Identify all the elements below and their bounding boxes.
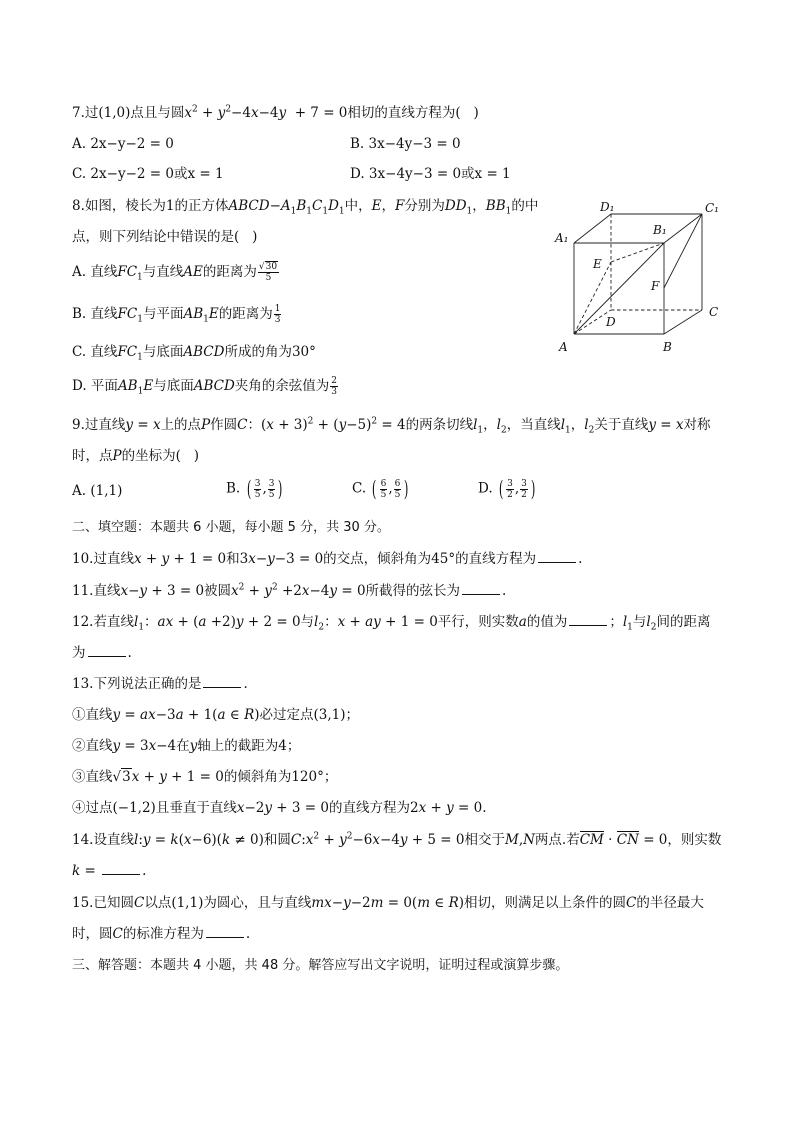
q13-item-2: ②直线y = 3x−4在y轴上的截距为4； [72, 738, 301, 754]
cube-figure [550, 192, 730, 362]
q7-option-c: C. 2x−y−2 = 0或x = 1 [72, 166, 224, 182]
q8-label-d: D. [72, 378, 87, 394]
q13-mark-4: ④ [72, 800, 86, 816]
q8-option-a: A. 直线$FC_1$与直线AE的距离为 $\frac{√30}{5}$ [72, 262, 278, 283]
q13-item-1: ①直线y = ax−3a + 1(a ∈ R)必过定点(3,1)； [72, 707, 360, 723]
q15-stem-line1: 15.已知圆C以点(1,1)为圆心，且与直线mx−y−2m = 0(m ∈ R)相切，则满足以上条件的圆C的半径最大 [72, 895, 704, 911]
q7-option-b: B. 3x−4y−3 = 0 [350, 136, 461, 152]
q8-option-c: C. 直线$FC_1$与底面ABCD所成的角为30° [72, 344, 316, 363]
q15-answer-blank[interactable] [206, 924, 244, 938]
q13-stem: 13.下列说法正确的是 . [72, 676, 248, 692]
q13-item-3: ③直线√3x + y + 1 = 0的倾斜角为120°； [72, 769, 338, 785]
q13-number: 13. [72, 676, 94, 692]
q8-stem-line1: 8.如图，棱长为1的正方体$ABCD-A_1B_1C_1D_1$中，E，F分别为$DD_1$，$BB_1$的中 [72, 198, 539, 217]
q9-option-b: B. ( $\frac{3}{5}$ , $\frac{3}{5}$ ) [226, 477, 283, 501]
q8-label-c: C. [72, 344, 87, 360]
q8-stem-line2: 点，则下列结论中错误的是( ) [72, 229, 258, 245]
label-c: C [709, 305, 719, 319]
edge-bc [664, 310, 702, 334]
q9-number: 9. [72, 417, 85, 433]
segment-fc1 [664, 214, 702, 288]
label-d1: D₁ [600, 200, 615, 214]
q12-number: 12. [72, 614, 94, 630]
q10-stem: 10.过直线x + y + 1 = 0和3x−y−3 = 0的交点，倾斜角为45°的直线方程为 . [72, 551, 583, 567]
q8-number: 8. [72, 198, 85, 214]
q11-stem: 11.直线x−y + 3 = 0被圆$x^2 + y^2 +2x-4y = 0$所截得的弦长为 . [72, 582, 507, 599]
q9-option-d: D. ( $\frac{3}{2}$ , $\frac{3}{2}$ ) [478, 477, 536, 501]
q12-stem-line2: 为 . [72, 645, 132, 661]
label-e: E [593, 257, 602, 271]
label-d: D [606, 315, 616, 329]
q13-mark-2: ② [72, 738, 86, 754]
label-a1: A₁ [555, 231, 569, 245]
edge-a1d1 [574, 214, 611, 243]
q9-option-c: C. ( $\frac{6}{5}$ , $\frac{6}{5}$ ) [352, 477, 409, 501]
section2-heading: 二、填空题：本题共 6 小题，每小题 5 分，共 30 分。 [72, 520, 390, 535]
q10-answer-blank[interactable] [538, 549, 576, 563]
label-b: B [663, 340, 672, 354]
segment-eb1-hidden [611, 243, 664, 262]
q14-stem-line1: 14.设直线l:y = k(x−6)(k ≠ 0)和圆$C:x^2 + y^2-6x-4y + 5 = 0$相交于M,N两点.若CM · CN = 0，则实数 [72, 831, 722, 848]
q7-option-d: D. 3x−4y−3 = 0或x = 1 [350, 166, 511, 182]
label-b1: B₁ [653, 223, 667, 237]
q8-label-b: B. [72, 306, 87, 322]
label-a: A [559, 340, 568, 354]
q9-stem-line1: 9.过直线y = x上的点P作圆C：$(x + 3)^2 + (y-5)^2 = 4$的两条切线$l_1$，$l_2$，当直线$l_1$，$l_2$关于直线y = x对称 [72, 416, 711, 436]
q13-item-4: ④过点(−1,2)且垂直于直线x−2y + 3 = 0的直线方程为2x + y = 0. [72, 800, 487, 816]
q12-answer-blank-a[interactable] [569, 612, 607, 626]
q10-number: 10. [72, 551, 94, 567]
q15-number: 15. [72, 895, 94, 911]
q14-stem-line2: k = . [72, 863, 147, 879]
q13-mark-3: ③ [72, 769, 86, 785]
label-f: F [651, 279, 660, 293]
q13-mark-1: ① [72, 707, 86, 723]
q9-stem-line2: 时，点P的坐标为( ) [72, 448, 200, 464]
q11-number: 11. [72, 583, 94, 599]
q7-stem: 7.过(1,0)点且与圆$x^2 + y^2-4x-4y + 7 = 0$相切的直线方程为( ) [72, 104, 479, 121]
q13-answer-blank[interactable] [203, 674, 241, 688]
q8-option-d: D. 平面$AB_1E$与底面ABCD夹角的余弦值为 $\frac{2}{3}$ [72, 376, 338, 397]
q7-option-a: A. 2x−y−2 = 0 [72, 136, 174, 152]
q14-answer-blank[interactable] [102, 861, 140, 875]
q8-option-b: B. 直线$FC_1$与平面$AB_1E$的距离为 $\frac{1}{3}$ [72, 304, 281, 325]
section3-heading: 三、解答题：本题共 4 小题，共 48 分。解答应写出文字说明，证明过程或演算步骤。 [72, 958, 569, 973]
q9-option-a: A. (1,1) [72, 483, 123, 499]
q15-stem-line2: 时，圆C的标准方程为 . [72, 926, 251, 942]
q7-number: 7. [72, 105, 85, 121]
q14-number: 14. [72, 832, 94, 848]
edge-b1c1 [664, 214, 702, 243]
q11-answer-blank[interactable] [462, 581, 500, 595]
q12-stem-line1: 12.若直线$l_1$：ax + (a +2)y + 2 = 0与$l_2$：x + ay + 1 = 0平行，则实数a的值为 ；$l_1$与$l_2$间的距离 [72, 614, 711, 633]
label-c1: C₁ [705, 201, 719, 215]
q8-label-a: A. [72, 264, 87, 280]
q12-answer-blank-distance[interactable] [88, 643, 126, 657]
